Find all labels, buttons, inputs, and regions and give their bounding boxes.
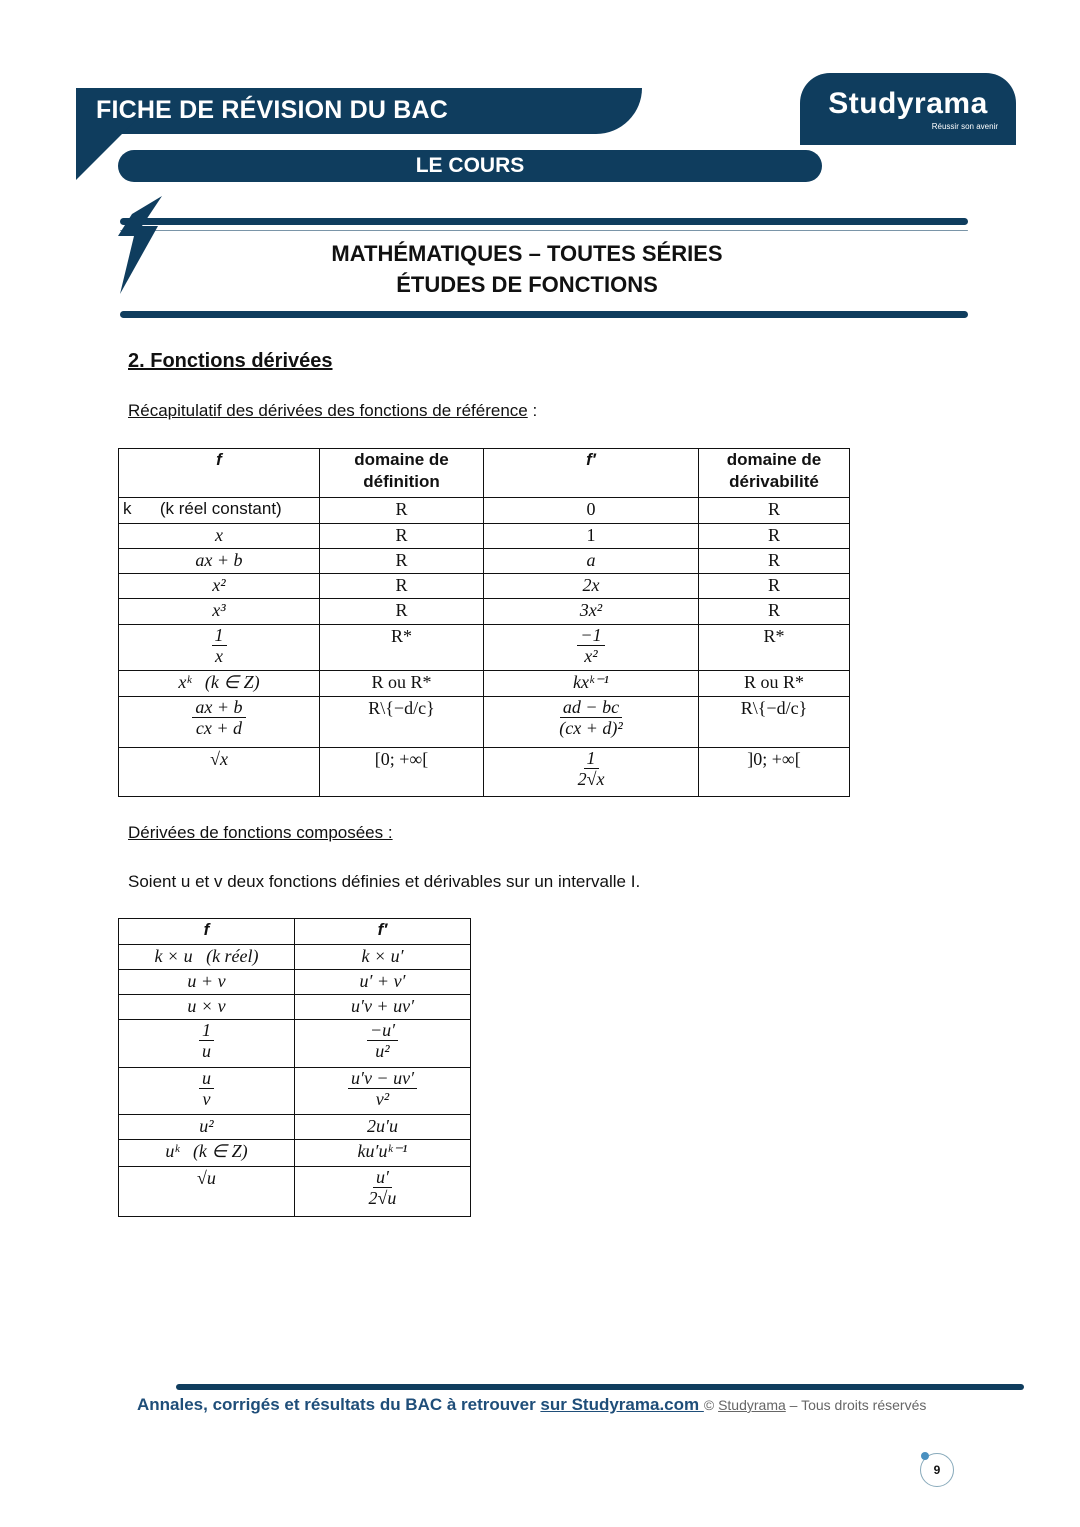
- table-cell: [320, 697, 484, 748]
- denominator: v: [202, 1089, 211, 1109]
- cell-text: R*: [390, 626, 412, 646]
- cell-text: k × u (k réel): [154, 946, 259, 966]
- cell-text: R: [395, 550, 408, 570]
- copyright-text: – Tous droits réservés: [785, 1397, 927, 1413]
- logo-name: Studyrama: [828, 86, 988, 120]
- divider-thin: [120, 230, 968, 231]
- cell-text: R: [767, 600, 780, 620]
- column-header: f: [119, 919, 295, 945]
- table-cell: [320, 549, 484, 574]
- table-cell: [119, 549, 320, 574]
- cell-text: [0; +∞[: [374, 749, 429, 769]
- table-cell: [119, 524, 320, 549]
- fraction: [199, 1068, 214, 1109]
- cell-text: R*: [763, 626, 785, 646]
- cell-text: R: [767, 550, 780, 570]
- fraction: [212, 625, 227, 666]
- table-cell: [119, 970, 295, 995]
- footer: [137, 1395, 926, 1415]
- section-title: 2. Fonctions dérivées: [128, 350, 333, 372]
- table-cell: [699, 524, 850, 549]
- cell-text: u + v: [187, 971, 226, 991]
- table-cell: [484, 697, 699, 748]
- denominator: 2√x: [577, 769, 605, 789]
- cell-text: u′ + v′: [359, 971, 406, 991]
- table-cell: [119, 574, 320, 599]
- table-cell: [119, 1167, 295, 1217]
- cell-text: √x: [210, 749, 228, 769]
- numerator: 1: [584, 748, 599, 769]
- cell-text: 0: [586, 499, 596, 519]
- recap-label: Récapitulatif des dérivées des fonctions de référence :: [128, 401, 538, 420]
- cell-text: R: [395, 499, 408, 519]
- numerator: u′v − uv′: [348, 1068, 417, 1089]
- column-header: f: [119, 449, 320, 498]
- table-cell: [484, 671, 699, 697]
- column-header: f′: [484, 449, 699, 498]
- footer-link[interactable]: sur Studyrama.com: [540, 1395, 704, 1414]
- table-cell: [320, 498, 484, 524]
- table-cell: [295, 1140, 471, 1167]
- denominator: u²: [375, 1041, 390, 1061]
- cell-text: R ou R*: [743, 672, 804, 692]
- table-row: [119, 599, 850, 625]
- table-cell: [295, 945, 471, 970]
- composite-derivatives-title: Dérivées de fonctions composées :: [128, 823, 393, 842]
- table-cell: [119, 1115, 295, 1140]
- numerator: 1: [199, 1020, 214, 1041]
- numerator: u: [199, 1068, 214, 1089]
- table-cell: [295, 1167, 471, 1217]
- denominator: cx + d: [195, 718, 243, 738]
- denominator: (cx + d)²: [559, 718, 623, 738]
- table-cell: [119, 995, 295, 1020]
- cell-text: 2u′u: [367, 1116, 398, 1136]
- column-header: domaine de dérivabilité: [699, 449, 850, 498]
- subject-title: [120, 238, 934, 300]
- table-cell: [320, 574, 484, 599]
- cell-text: x³: [212, 600, 226, 620]
- fraction: [192, 697, 245, 738]
- column-header: domaine de définition: [320, 449, 484, 498]
- cell-text: R: [767, 575, 780, 595]
- cell-text: ax + b: [195, 550, 243, 570]
- cell-text: x: [215, 525, 223, 545]
- denominator: v²: [375, 1089, 390, 1109]
- cell-text: R\{−d/c}: [740, 698, 808, 718]
- table-cell: [119, 1140, 295, 1167]
- table-row: [119, 1020, 471, 1068]
- cell-text: a: [586, 550, 596, 570]
- table-cell: [320, 524, 484, 549]
- footer-text: Annales, corrigés et résultats du BAC à retrouver: [137, 1395, 541, 1414]
- column-header: f′: [295, 919, 471, 945]
- numerator: −u′: [367, 1020, 398, 1041]
- cell-text: R ou R*: [371, 672, 432, 692]
- table-cell: [119, 625, 320, 671]
- cell-text: u²: [199, 1116, 214, 1136]
- cell-text: R: [767, 525, 780, 545]
- table-cell: [699, 748, 850, 797]
- banner-title: FICHE DE RÉVISION DU BAC: [96, 96, 449, 124]
- table-cell: [484, 574, 699, 599]
- table-cell: [119, 1020, 295, 1068]
- table-row: [119, 671, 850, 697]
- fraction: [577, 625, 604, 666]
- table-row: [119, 1167, 471, 1217]
- fraction: [348, 1068, 417, 1109]
- cell-text: u × v: [187, 996, 226, 1016]
- table-cell: [119, 671, 320, 697]
- page-number: 9: [920, 1453, 954, 1487]
- table-cell: [699, 498, 850, 524]
- divider-top: [120, 218, 968, 225]
- cell-text: √u: [197, 1168, 216, 1188]
- table-cell: [295, 1068, 471, 1115]
- table-row: [119, 697, 850, 748]
- table-cell: [295, 1115, 471, 1140]
- table-row: [119, 945, 471, 970]
- cell-text: uᵏ (k ∈ Z): [165, 1141, 248, 1161]
- cell-text: R: [395, 600, 408, 620]
- cell-text: k (k réel constant): [123, 499, 282, 518]
- cell-text: x²: [212, 575, 226, 595]
- numerator: ax + b: [192, 697, 245, 718]
- page-number-dot: [921, 1452, 929, 1460]
- fraction: [369, 1167, 397, 1208]
- table-row: [119, 524, 850, 549]
- table-cell: [484, 524, 699, 549]
- recap-text: Récapitulatif des dérivées des fonctions de référence: [128, 401, 528, 420]
- cell-text: ]0; +∞[: [747, 749, 801, 769]
- cell-text: R: [767, 499, 780, 519]
- table-cell: [699, 574, 850, 599]
- table-row: [119, 748, 850, 797]
- cell-text: 3x²: [579, 600, 603, 620]
- subject-line-2: ÉTUDES DE FONCTIONS: [396, 272, 658, 297]
- table-cell: [699, 625, 850, 671]
- table-cell: [484, 748, 699, 797]
- denominator: 2√u: [368, 1188, 397, 1208]
- table-cell: [119, 599, 320, 625]
- table-row: [119, 970, 471, 995]
- table-cell: [119, 498, 320, 524]
- cell-text: kxᵏ⁻¹: [573, 672, 609, 692]
- fraction: [578, 748, 605, 789]
- denominator: u: [202, 1041, 211, 1061]
- table-cell: [320, 748, 484, 797]
- table-cell: [119, 748, 320, 797]
- table-row: [119, 1068, 471, 1115]
- cell-text: 2x: [582, 575, 600, 595]
- cell-text: 1: [586, 525, 596, 545]
- cell-text: k × u′: [361, 946, 404, 966]
- table-cell: [699, 599, 850, 625]
- table-cell: [295, 1020, 471, 1068]
- table-row: [119, 574, 850, 599]
- numerator: u′: [373, 1167, 392, 1188]
- cell-text: R\{−d/c}: [368, 698, 435, 718]
- copyright-brand-link[interactable]: Studyrama: [718, 1397, 786, 1413]
- table-row: [119, 1115, 471, 1140]
- table-cell: [320, 599, 484, 625]
- table-cell: [320, 671, 484, 697]
- cell-text: R: [395, 525, 408, 545]
- cell-text: R: [395, 575, 408, 595]
- denominator: x²: [584, 646, 598, 666]
- section-label: LE COURS: [118, 150, 822, 182]
- studyrama-logo: [800, 73, 1016, 145]
- numerator: 1: [212, 625, 227, 646]
- table-cell: [699, 549, 850, 574]
- subject-line-1: MATHÉMATIQUES – TOUTES SÉRIES: [331, 241, 723, 266]
- reference-derivatives-table: [118, 448, 850, 797]
- table-row: [119, 1140, 471, 1167]
- cell-text: xᵏ (k ∈ Z): [178, 672, 260, 692]
- divider-bottom: [120, 311, 968, 318]
- footer-divider: [176, 1384, 1024, 1390]
- denominator: x: [215, 646, 223, 666]
- table-cell: [320, 625, 484, 671]
- table-cell: [295, 995, 471, 1020]
- table-cell: [484, 498, 699, 524]
- fraction: [559, 697, 623, 738]
- table-cell: [119, 1068, 295, 1115]
- table-row: [119, 625, 850, 671]
- composite-intro: Soient u et v deux fonctions définies et dérivables sur un intervalle I.: [128, 872, 641, 891]
- table-cell: [119, 697, 320, 748]
- logo-slogan: Réussir son avenir: [931, 121, 998, 131]
- table-cell: [295, 970, 471, 995]
- table-row: [119, 498, 850, 524]
- cell-text: ku′uᵏ⁻¹: [357, 1141, 408, 1161]
- fraction: [367, 1020, 398, 1061]
- fraction: [199, 1020, 214, 1061]
- table-cell: [699, 671, 850, 697]
- composite-derivatives-table: [118, 918, 471, 1217]
- table-row: [119, 995, 471, 1020]
- cell-text: u′v + uv′: [351, 996, 414, 1016]
- numerator: −1: [577, 625, 604, 646]
- numerator: ad − bc: [560, 697, 622, 718]
- table-cell: [699, 697, 850, 748]
- table-cell: [484, 549, 699, 574]
- copyright-symbol: ©: [703, 1397, 719, 1413]
- table-row: [119, 549, 850, 574]
- table-cell: [119, 945, 295, 970]
- table-cell: [484, 599, 699, 625]
- table-cell: [484, 625, 699, 671]
